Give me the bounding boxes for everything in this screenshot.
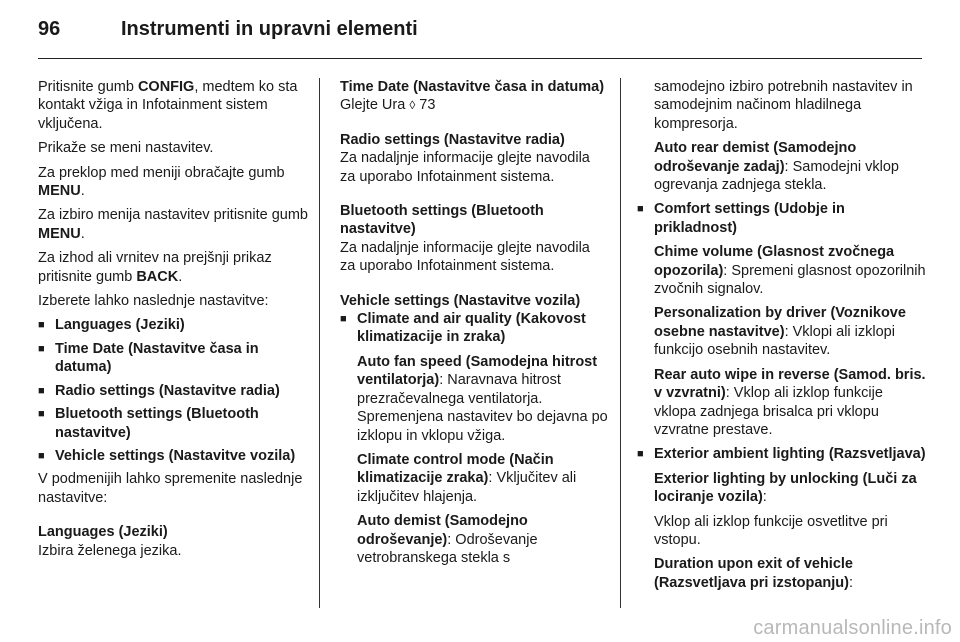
comfort-settings-heading: ■ Comfort settings (Udobje in prikladnost) [654,201,845,236]
page-number: 96 [38,18,61,40]
chime-volume-text: Chime volume (Glasnost zvočnega opozorila): Spremeni glasnost opozorilnih zvočnih signalov. [654,244,926,298]
header-rule [38,58,922,59]
intro-paragraph: Pritisnite gumb CONFIG, medtem ko sta kontakt vžiga in Infotainment sistem vključena. [38,79,298,132]
climate-control-mode-text: Climate control mode (Način klimatizacije zraka): Vključitev ali izključitev hlajenja. [357,451,577,505]
select-menu-text: Za izbiro menija nastavitev pritisnite gumb MENU. [38,207,308,242]
auto-demist-text: Auto demist (Samodejno odroševanje): Odroševanje vetrobranskega stekla s [357,513,538,566]
climate-heading: ■ Climate and air quality (Kakovost klimatizacije in zraka) [357,311,586,346]
rear-auto-wipe-text: Rear auto wipe in reverse (Samod. bris. v vzvratni): Vklop ali izklop funkcije vklopa zadnjega brisalca pri vklopu vzvratne prestave. [654,366,926,438]
auto-demist-continued: samodejno izbiro potrebnih nastavitev in samodejnim načinom hladilnega kompresorja. [654,79,913,132]
settings-menu-text: Prikaže se meni nastavitev. [38,140,214,157]
list-item: ■ Bluetooth settings (Bluetooth nastavitve) [38,405,310,442]
page-title: Instrumenti in upravni elementi [121,18,418,40]
settings-list [38,316,310,465]
settings-intro-text: Izberete lahko naslednje nastavitve: [38,293,269,310]
exterior-lighting-heading: ■ Exterior ambient lighting (Razsvetljava) [654,446,926,463]
page-reference-icon: ◊ [409,98,416,113]
watermark: carmanualsonline.info [753,617,952,639]
list-item: ■ Radio settings (Nastavitve radia) [38,382,310,400]
continued-block [637,78,927,194]
column-divider-2 [620,78,621,608]
vehicle-settings-heading: Vehicle settings (Nastavitve vozila) [340,292,581,309]
back-button-ref: BACK [136,268,179,285]
auto-rear-demist-text: Auto rear demist (Samodejno odroševanje zadaj): Samodejni vklop ogrevanja zadnjega stekla. [654,140,899,194]
vehicle-settings-list [340,310,608,567]
list-item: ■ Vehicle settings (Nastavitve vozila) [38,447,310,465]
bluetooth-settings-heading: Bluetooth settings (Bluetooth nastavitve) [340,203,544,238]
auto-fan-speed-text: Auto fan speed (Samodejna hitrost ventilatorja): Naravnava hitrost prezračevalnega ventilatorja. Spremenjena nastavitev bo dejavna po izklopu in vklopu vžiga. [357,353,608,444]
list-item [340,310,608,567]
list-item [637,445,927,592]
switch-menu-text: Za preklop med meniji obračajte gumb MENU. [38,164,285,200]
column-1 [38,78,310,566]
bluetooth-settings-body: Za nadaljnje informacije glejte navodila za uporabo Infotainment sistema. [340,239,590,275]
list-item [637,200,927,439]
unlock-lighting-heading: Exterior lighting by unlocking (Luči za lociranje vozila): [654,470,917,506]
column-divider-1 [319,78,320,608]
time-date-heading: Time Date (Nastavitve časa in datuma) [340,79,605,95]
personalization-text: Personalization by driver (Voznikove osebne nastavitve): Vklopi ali izklopi funkcijo osebnih nastavitev. [654,305,906,359]
list-item: ■ Languages (Jeziki) [38,316,310,334]
languages-heading: Languages (Jeziki) [38,524,168,541]
config-button-ref: CONFIG [137,79,195,95]
list-item: ■ Time Date (Nastavitve časa in datuma) [38,340,310,377]
exit-duration-heading: Duration upon exit of vehicle (Razsvetljava pri izstopanju): [654,556,854,591]
languages-body: Izbira želenega jezika. [38,542,182,559]
submenu-intro-text: V podmenijih lahko spremenite naslednje nastavitve: [38,471,303,506]
comfort-lighting-list [637,200,927,592]
unlock-lighting-body: Vklop ali izklop funkcije osvetlitve pri vstopu. [654,513,888,548]
column-3 [637,78,927,598]
radio-settings-body: Za nadaljnje informacije glejte navodila za uporabo Infotainment sistema. [340,150,590,185]
radio-settings-heading: Radio settings (Nastavitve radia) [340,131,565,148]
exit-menu-text: Za izhod ali vrnitev na prejšnji prikaz pritisnite gumb BACK. [38,250,272,285]
time-date-body: Glejte Ura ◊ 73 [340,97,436,114]
menu-button-ref: MENU [38,183,81,200]
column-2 [340,78,608,573]
menu-button-ref: MENU [38,225,81,242]
